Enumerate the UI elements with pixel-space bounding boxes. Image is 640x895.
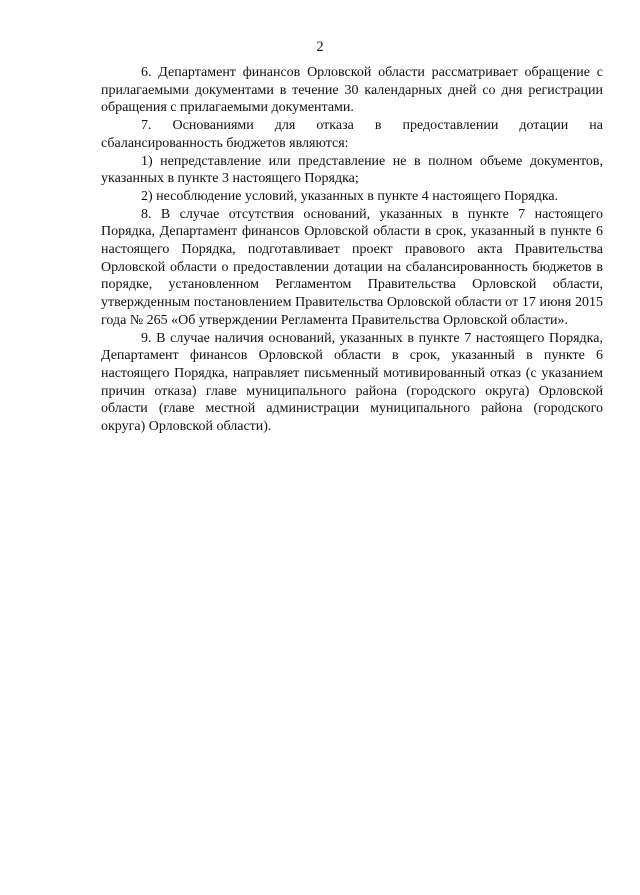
paragraph-7-item-2: 2) несоблюдение условий, указанных в пункте 4 настоящего Порядка. — [141, 188, 559, 204]
paragraph-7-item-1: 1) непредставление или представление не в полном объеме документов, указанных в пункте 3 настоящего Порядка; — [101, 153, 603, 187]
paragraph-9: 9. В случае наличия оснований, указанных в пункте 7 настоящего Порядка, Департамент финансов Орловской области в срок, указанный в пункте 6 настоящего Порядка, направляет письменный мотивированный отказ (с указанием причин отказа) главе муниципального района (городского округа) Орловской области (главе местной администрации муниципального района (городского округа) Орловской области). — [101, 330, 603, 435]
paragraph-8: 8. В случае отсутствия оснований, указанных в пункте 7 настоящего Порядка, Департамент финансов Орловской области в срок, указанный в пункте 6 настоящего Порядка, подготавливает проект правового акта Правительства Орловской области о предоставлении дотации на сбалансированность бюджетов в порядке, установленном Регламентом Правительства Орловской области, утвержденным постановлением Правительства Орловской области от 17 июня 2015 года № 265 «Об утверждении Регламента Правительства Орловской области». — [101, 206, 603, 328]
paragraph-6: 6. Департамент финансов Орловской области рассматривает обращение с прилагаемыми документами в течение 30 календарных дней со дня регистрации обращения с прилагаемыми документами. — [101, 65, 603, 116]
paragraph-7: 7. Основаниями для отказа в предоставлении дотации на сбалансированность бюджетов являются: — [101, 118, 603, 151]
document-body — [101, 64, 603, 436]
page-number: 2 — [316, 39, 324, 55]
